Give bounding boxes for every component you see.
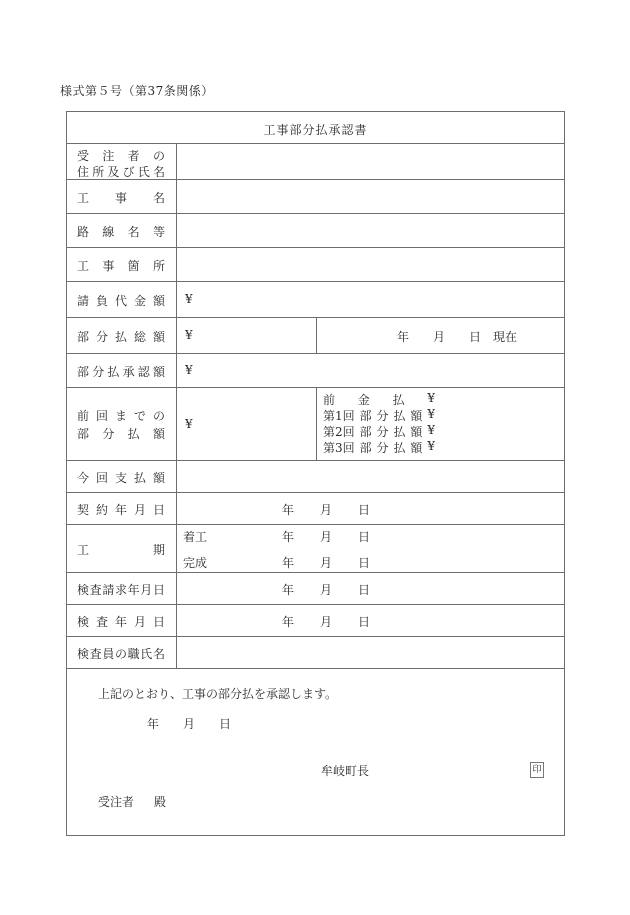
divider (67, 353, 564, 354)
divider (67, 247, 564, 248)
label-inspector-name: 検 査 員 の 職 氏 名 (77, 647, 165, 661)
partial-total-yen: ¥ (185, 328, 193, 342)
breakdown-2nd: 第2回 部 分 払 額 ¥ (323, 423, 435, 439)
contract-amount-yen: ¥ (185, 292, 193, 306)
period-start-date: 年 月 日 (282, 530, 371, 544)
label-route-name: 路 線 名 等 (77, 225, 165, 239)
label-partial-approved: 部 分 払 承 認 額 (77, 365, 165, 379)
label-partial-total: 部 分 払 総 額 (77, 330, 165, 344)
divider (67, 668, 564, 669)
divider (67, 572, 564, 573)
divider (67, 492, 564, 493)
breakdown-3rd: 第3回 部 分 払 額 ¥ (323, 439, 435, 455)
period-end-label: 完成 (183, 556, 208, 570)
inspection-date-value: 年 月 日 (282, 615, 371, 629)
period-start-label: 着工 (183, 530, 208, 544)
approval-form-table (66, 111, 565, 836)
divider (67, 524, 564, 525)
label-work-name: 工 事 名 (77, 191, 165, 205)
seal-mark: 印 (530, 761, 544, 778)
label-contract-date: 契 約 年 月 日 (77, 503, 165, 517)
as-of-divider (316, 317, 317, 353)
label-inspection-request-date: 検 査 請 求 年 月 日 (77, 583, 165, 597)
approval-date: 年 月 日 (147, 717, 232, 731)
recipient: 受注者 殿 (98, 795, 167, 809)
as-of-date: 年 月 日 現在 (397, 330, 518, 344)
form-number-label: 様式第５号（第37条関係） (60, 84, 214, 98)
mayor-title: 牟岐町長 (321, 764, 370, 778)
label-contract-amount: 請 負 代 金 額 (77, 294, 165, 308)
inspection-request-date-value: 年 月 日 (282, 583, 371, 597)
divider (67, 636, 564, 637)
form-title: 工事部分払承認書 (263, 123, 368, 137)
divider (67, 281, 564, 282)
breakdown-1st: 第1回 部 分 払 額 ¥ (323, 407, 435, 423)
divider (67, 604, 564, 605)
label-column-divider (176, 143, 177, 668)
period-end-date: 年 月 日 (282, 556, 371, 570)
divider (67, 213, 564, 214)
breakdown-divider (316, 387, 317, 460)
label-contractor-line1: 受 注 者 の (77, 149, 165, 163)
label-previous-line1: 前 回 ま で の (77, 409, 165, 423)
divider (67, 143, 564, 144)
label-work-period: 工 期 (77, 543, 165, 557)
label-contractor-line2: 住 所 及 び 氏 名 (77, 165, 165, 179)
divider (67, 460, 564, 461)
label-work-location: 工 事 箇 所 (77, 259, 165, 273)
breakdown-advance: 前 金 払 ¥ (323, 391, 435, 407)
previous-total-yen: ¥ (185, 417, 193, 431)
label-previous-line2: 部 分 払 額 (77, 427, 165, 441)
partial-approved-yen: ¥ (185, 363, 193, 377)
approval-statement: 上記のとおり、工事の部分払を承認します。 (98, 687, 338, 701)
label-current-payment: 今 回 支 払 額 (77, 471, 165, 485)
label-inspection-date: 検 査 年 月 日 (77, 615, 165, 629)
contract-date-value: 年 月 日 (282, 503, 371, 517)
